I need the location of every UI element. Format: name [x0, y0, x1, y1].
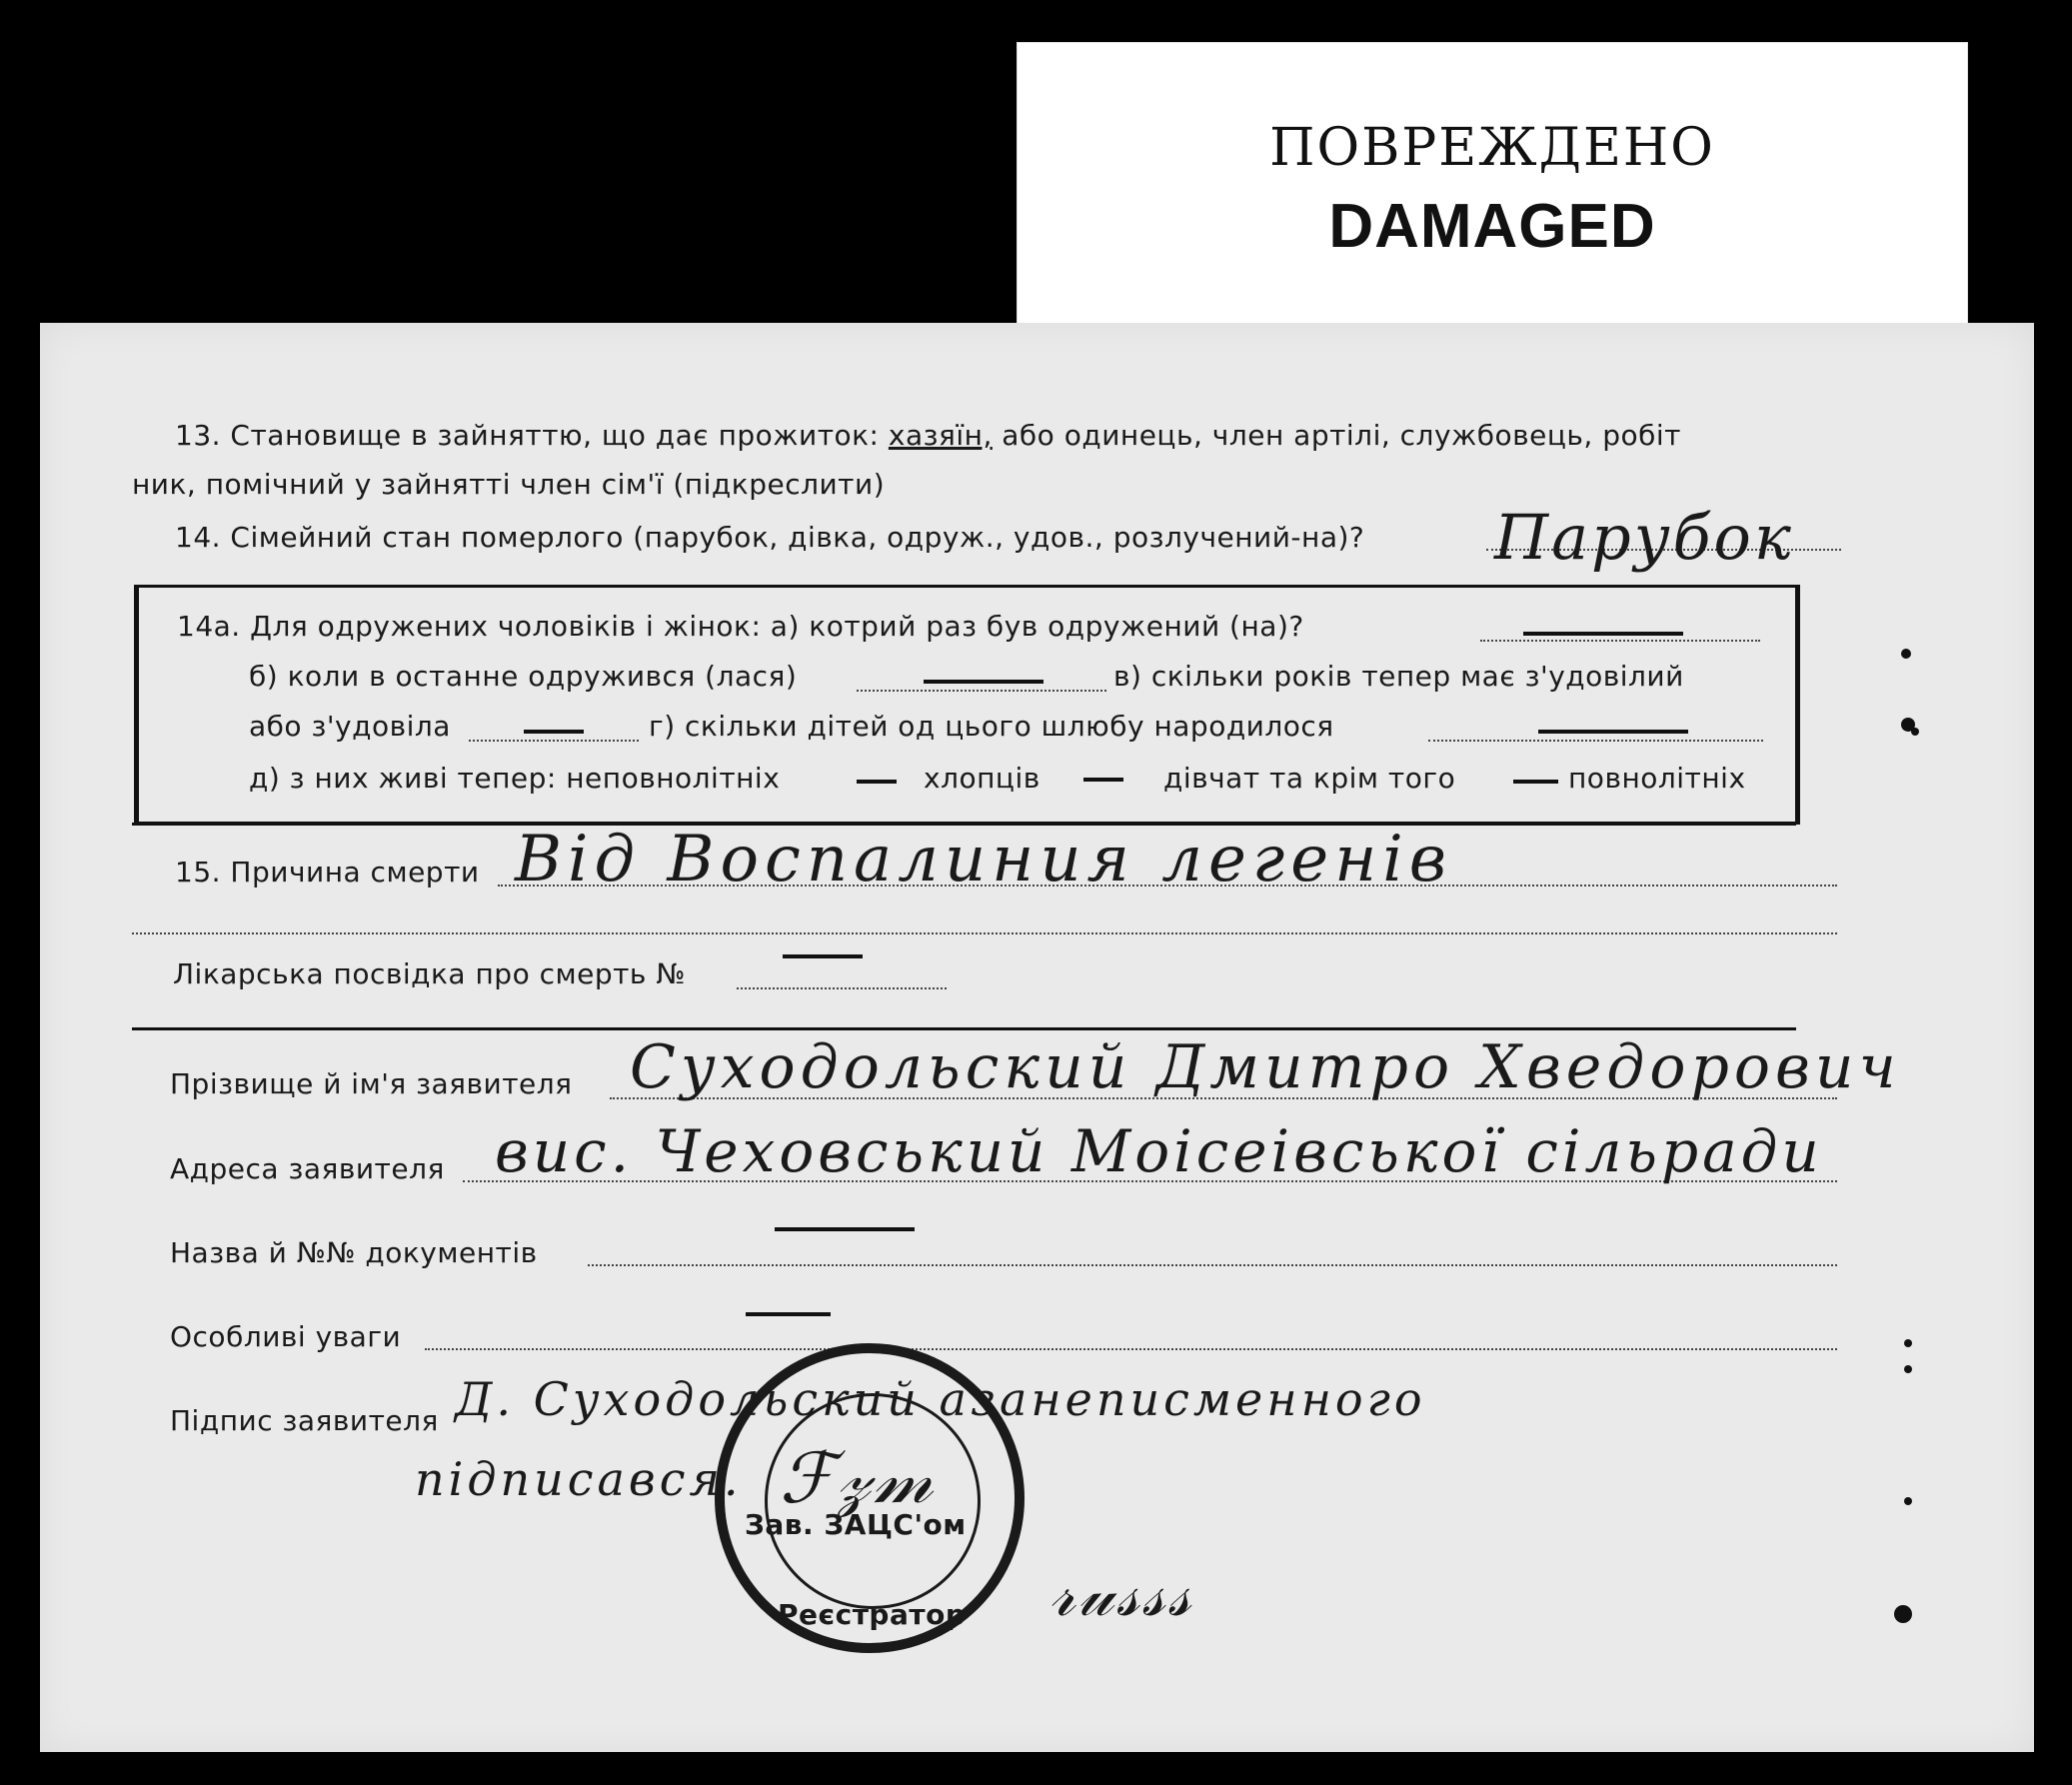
- documents-dash: [775, 1227, 915, 1231]
- registrar-label: Реєстратор: [778, 1598, 967, 1631]
- damaged-label-card: [1017, 42, 1968, 326]
- signature-handwritten-line1: Д. Суходольский азанеписменного: [455, 1372, 1426, 1426]
- signature-handwritten-line2: підписався.: [415, 1452, 743, 1506]
- item14a-line4-dash-a: [857, 780, 897, 784]
- item14-label: 14. Сімейний стан померлого (парубок, дівка, одруж., удов., розлучений-на)?: [175, 521, 1365, 554]
- documents-label: Назва й №№ документів: [170, 1236, 538, 1269]
- item14a-line4-dash-c: [1513, 780, 1558, 784]
- margin-mark: [1911, 728, 1919, 736]
- item14a-line1: 14а. Для одружених чоловіків і жінок: а) котрий раз був одружений (на)?: [177, 610, 1304, 643]
- item14a-line4-dash-b: [1083, 778, 1123, 782]
- item14a-line3-right: г) скільки дітей од цього шлюбу народилося: [649, 710, 1334, 743]
- item14a-line4-a: д) з них живі тепер: неповнолітніх: [249, 762, 781, 795]
- applicant-address-handwritten: вис. Чеховський Моісеівської сільради: [495, 1117, 1823, 1185]
- applicant-address-label: Адреса заявителя: [170, 1152, 445, 1185]
- item15-second-fill-line: [132, 932, 1837, 934]
- item14a-line4-b: хлопців: [924, 762, 1040, 795]
- registrar-signature: 𝓇𝓊𝓈𝓈𝓈: [1049, 1557, 1194, 1630]
- item14a-line3-left: або з'удовіла: [249, 710, 451, 743]
- notes-label: Особливі уваги: [170, 1320, 402, 1353]
- documents-fill: [588, 1264, 1837, 1266]
- medical-certificate-label: Лікарська посвідка про смерть №: [173, 957, 686, 990]
- margin-mark: [1904, 1365, 1912, 1373]
- item14a-line2-dash: [924, 680, 1043, 684]
- medical-certificate-fill: [737, 987, 947, 989]
- margin-mark: [1904, 1497, 1912, 1505]
- item14a-line3-dash-a: [524, 730, 584, 734]
- margin-mark: [1901, 649, 1911, 659]
- signature-label: Підпис заявителя: [170, 1404, 439, 1437]
- head-of-registry-label: Зав. ЗАЦС'ом: [745, 1508, 967, 1541]
- item14a-box: [134, 585, 1800, 825]
- damaged-label-english: DAMAGED: [1328, 192, 1656, 261]
- item13-suffix: або одинець, член артілі, службовець, робіт: [1002, 419, 1681, 452]
- item13-line1: [175, 419, 1681, 452]
- item14a-line1-dash: [1523, 632, 1683, 636]
- item13-prefix: 13. Становище в зайняттю, що дає прожиток:: [175, 419, 880, 452]
- item14a-line2-fill: [857, 690, 1106, 692]
- item14a-line4-d: повнолітніх: [1568, 762, 1746, 795]
- item14a-line3-fill-b: [1428, 740, 1763, 742]
- death-record-sheet: [40, 323, 2034, 1752]
- item15-handwritten-value: Від Воспалиния легенів: [515, 823, 1452, 896]
- head-of-registry-signature: ℱ𝓏𝓂: [780, 1437, 937, 1519]
- notes-fill: [425, 1348, 1837, 1350]
- item13-underlined-choice: хазяїн,: [888, 419, 993, 452]
- item14a-line2-right: в) скільки років тепер має з'удовілий: [1113, 660, 1684, 693]
- applicant-name-handwritten: Суходольский Дмитро Хведорович: [630, 1032, 1901, 1102]
- divider-before-applicant: [132, 1027, 1796, 1030]
- medical-certificate-dash: [783, 954, 863, 958]
- margin-mark: [1894, 1605, 1912, 1623]
- item13-line2: ник, помічний у зайнятті член сім'ї (підкреслити): [132, 468, 886, 501]
- damaged-label-russian: ПОВРЕЖДЕНО: [1269, 118, 1715, 178]
- item14a-line3-dash-b: [1538, 730, 1688, 734]
- applicant-name-label: Прізвище й ім'я заявителя: [170, 1067, 573, 1100]
- item14-handwritten-value: Парубок: [1494, 501, 1794, 574]
- notes-dash: [746, 1312, 831, 1316]
- item15-label: 15. Причина смерти: [175, 856, 480, 889]
- margin-mark: [1904, 1339, 1912, 1347]
- item14a-line3-fill-a: [469, 740, 639, 742]
- item14a-line1-fill: [1480, 640, 1760, 642]
- item14a-line4-c: дівчат та крім того: [1163, 762, 1456, 795]
- item14a-line2-left: б) коли в останне одружився (лася): [249, 660, 798, 693]
